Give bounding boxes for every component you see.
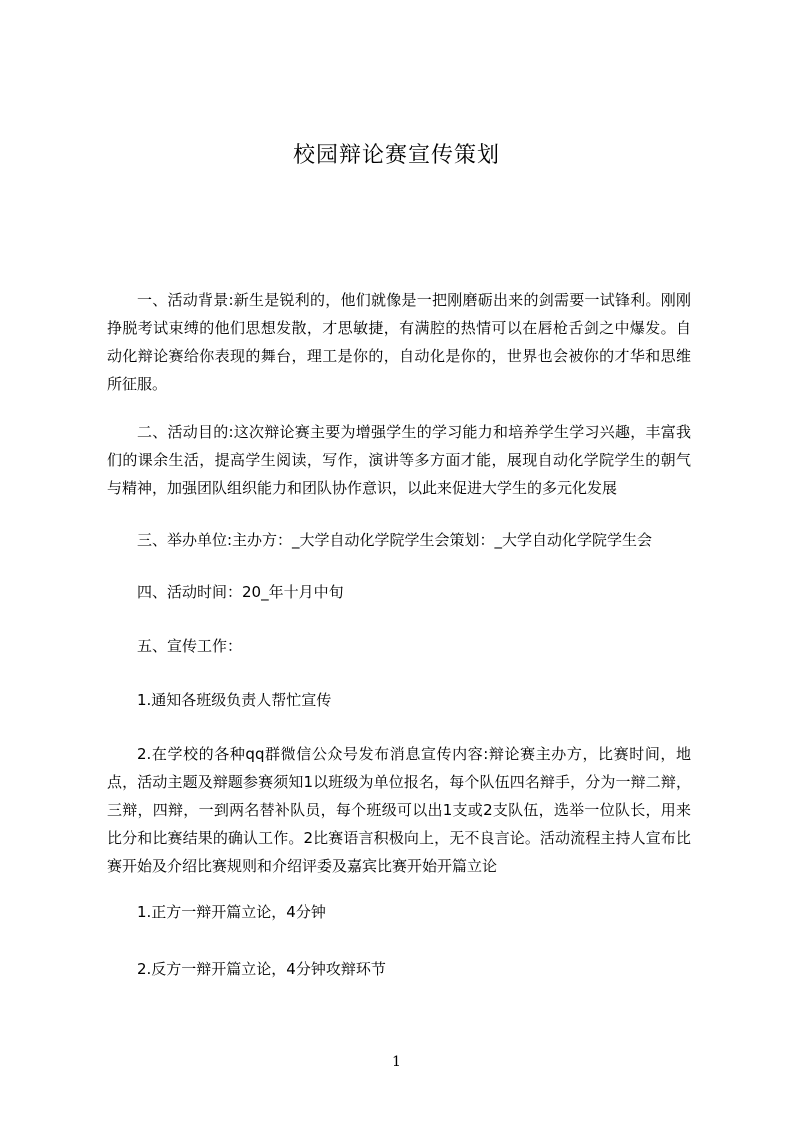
paragraph-purpose: 二、活动目的:这次辩论赛主要为增强学生的学习能力和培养学生学习兴趣，丰富我们的课余生活，提高学生阅读，写作，演讲等多方面才能，展现自动化学院学生的朝气与精神，加强团队组织能力和团队协作意识，以此来促进大学生的多元化发展	[107, 423, 691, 497]
paragraph-promotion-heading: 五、宣传工作：	[137, 637, 243, 655]
paragraph-organizer: 三、举办单位:主办方：_大学自动化学院学生会策划：_大学自动化学院学生会	[137, 531, 653, 549]
paragraph-time: 四、活动时间：20_年十月中旬	[137, 583, 344, 601]
page-number: 1	[392, 1054, 401, 1070]
paragraph-flow-item-1: 1.正方一辩开篇立论，4分钟	[137, 903, 326, 921]
paragraph-promotion-item-1: 1.通知各班级负责人帮忙宣传	[137, 691, 332, 709]
paragraph-flow-item-2: 2.反方一辩开篇立论，4分钟攻辩环节	[137, 960, 386, 978]
document-title: 校园辩论赛宣传策划	[292, 143, 500, 168]
paragraph-promotion-item-2: 2.在学校的各种qq群微信公众号发布消息宣传内容:辩论赛主办方，比赛时间，地点，活动主题及辩题参赛须知1以班级为单位报名，每个队伍四名辩手，分为一辩二辩，三辩，四辩，一到两名替补队员，每个班级可以出1支或2支队伍，选举一位队长，用来比分和比赛结果的确认工作。2比赛语言积极向上，无不良言论。活动流程主持人宣布比赛开始及介绍比赛规则和介绍评委及嘉宾比赛开始开篇立论	[107, 745, 691, 875]
paragraph-background: 一、活动背景:新生是锐利的，他们就像是一把刚磨砺出来的剑需要一试锋利。刚刚挣脱考试束缚的他们思想发散，才思敏捷，有满腔的热情可以在唇枪舌剑之中爆发。自动化辩论赛给你表现的舞台，理工是你的，自动化是你的，世界也会被你的才华和思维所征服。	[107, 291, 691, 393]
